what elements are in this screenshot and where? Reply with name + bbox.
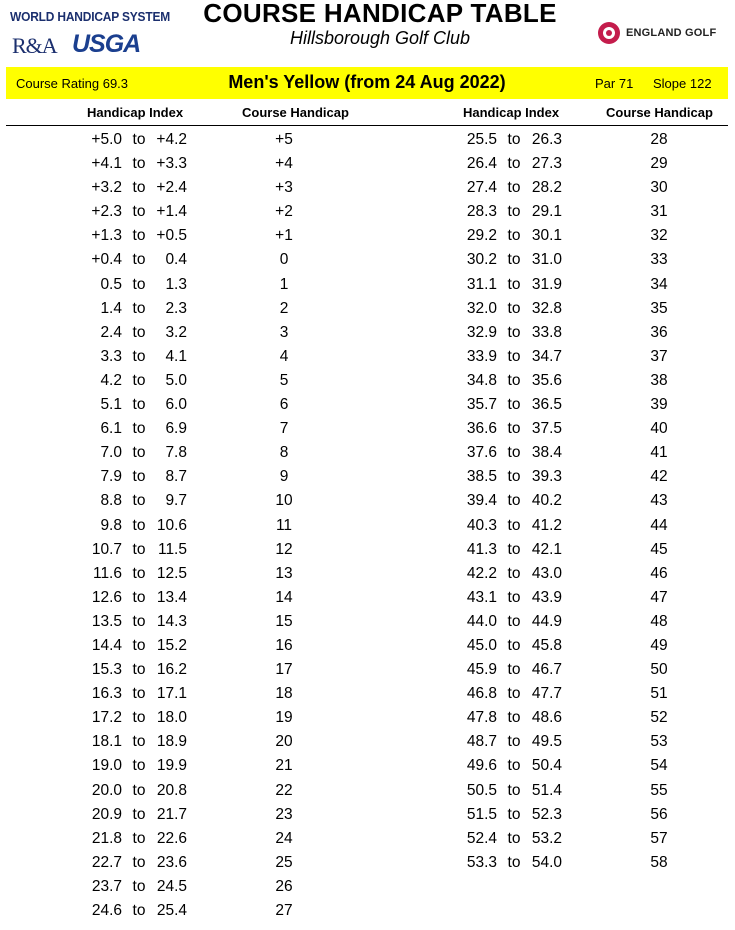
index-low: +5.0 — [91, 131, 122, 148]
index-low: 1.4 — [100, 299, 122, 317]
range-separator: to — [507, 155, 521, 173]
range-separator: to — [507, 299, 521, 317]
course-handicap-value: 27 — [275, 902, 293, 919]
index-high: 30.1 — [531, 227, 562, 245]
course-handicap-value: 14 — [275, 588, 293, 606]
range-separator: to — [132, 636, 146, 654]
index-high: 2.3 — [165, 299, 187, 317]
course-handicap-value: 25 — [275, 853, 293, 871]
course-handicap-value: 31 — [650, 203, 668, 221]
range-separator: to — [132, 131, 146, 148]
index-high: 14.3 — [156, 612, 187, 630]
index-high: +0.5 — [156, 227, 187, 245]
course-handicap-value: 44 — [650, 516, 668, 534]
index-high: 31.0 — [531, 251, 562, 269]
index-high: 12.5 — [156, 564, 187, 582]
index-low: 43.1 — [466, 588, 497, 606]
range-separator: to — [507, 275, 521, 293]
course-handicap-value: 18 — [275, 685, 293, 703]
course-handicap-value: 38 — [650, 371, 668, 389]
course-handicap-value: +5 — [275, 131, 293, 148]
index-high: 41.2 — [531, 516, 562, 534]
course-handicap-value: 51 — [650, 685, 668, 703]
range-separator: to — [132, 227, 146, 245]
index-high: 33.8 — [531, 323, 562, 341]
index-high: 10.6 — [156, 516, 187, 534]
range-separator: to — [507, 203, 521, 221]
index-low: 35.7 — [466, 396, 497, 414]
range-separator: to — [507, 588, 521, 606]
index-low: 16.3 — [91, 685, 122, 703]
course-handicap-value: +2 — [275, 203, 293, 221]
index-high: 5.0 — [165, 371, 187, 389]
range-separator: to — [507, 492, 521, 510]
course-handicap-value: 28 — [650, 131, 668, 148]
club-name: Hillsborough Golf Club — [289, 28, 471, 48]
range-separator: to — [507, 805, 521, 823]
course-handicap-value: 34 — [650, 275, 668, 293]
course-handicap-value: 13 — [275, 564, 293, 582]
course-handicap-value: 15 — [275, 612, 293, 630]
range-separator: to — [132, 347, 146, 365]
course-handicap-value: 3 — [279, 323, 289, 341]
range-separator: to — [132, 299, 146, 317]
course-handicap-value: 10 — [275, 492, 293, 510]
range-separator: to — [132, 781, 146, 799]
course-handicap-value: +4 — [275, 155, 293, 173]
range-separator: to — [132, 516, 146, 534]
range-separator: to — [132, 757, 146, 775]
index-low: 14.4 — [91, 636, 122, 654]
range-separator: to — [132, 564, 146, 582]
course-handicap-value: 46 — [650, 564, 668, 582]
index-high: 53.2 — [531, 829, 562, 847]
index-low: 3.3 — [100, 347, 122, 365]
index-low: 40.3 — [466, 516, 497, 534]
index-low: 2.4 — [100, 323, 122, 341]
range-separator: to — [132, 420, 146, 438]
index-low: 41.3 — [466, 540, 497, 558]
course-handicap-value: 45 — [650, 540, 668, 558]
range-separator: to — [507, 685, 521, 703]
column-header-course-handicap-left: Course Handicap — [242, 105, 349, 120]
tee-title: Men's Yellow (from 24 Aug 2022) — [228, 72, 506, 92]
course-handicap-value: 1 — [279, 275, 289, 293]
course-handicap-value: 11 — [275, 516, 293, 534]
index-low: 0.5 — [100, 275, 122, 293]
course-handicap-value: 42 — [650, 468, 668, 486]
index-low: 49.6 — [466, 757, 497, 775]
index-low: 22.7 — [91, 853, 122, 871]
range-separator: to — [132, 829, 146, 847]
range-separator: to — [507, 131, 521, 148]
course-rating: Course Rating 69.3 — [16, 76, 129, 91]
index-low: 38.5 — [466, 468, 497, 486]
index-low: +0.4 — [91, 251, 122, 269]
index-high: 18.0 — [156, 709, 187, 727]
course-handicap-value: 37 — [650, 347, 668, 365]
range-separator: to — [132, 902, 146, 919]
index-low: 33.9 — [466, 347, 497, 365]
index-high: 26.3 — [531, 131, 562, 148]
index-low: 39.4 — [466, 492, 497, 510]
index-low: 8.8 — [100, 492, 122, 510]
course-handicap-value: 5 — [279, 371, 289, 389]
index-low: 20.9 — [91, 805, 122, 823]
course-handicap-value: 55 — [650, 781, 668, 799]
course-handicap-value: 56 — [650, 805, 668, 823]
course-handicap-value: +3 — [275, 179, 293, 197]
course-handicap-value: 57 — [650, 829, 668, 847]
course-handicap-value: 58 — [650, 853, 668, 871]
range-separator: to — [507, 468, 521, 486]
course-handicap-value: 33 — [650, 251, 668, 269]
usga-logo: USGA — [72, 30, 141, 58]
index-low: 51.5 — [466, 805, 497, 823]
range-separator: to — [132, 203, 146, 221]
index-high: 39.3 — [531, 468, 562, 486]
range-separator: to — [507, 636, 521, 654]
index-low: 17.2 — [91, 709, 122, 727]
course-handicap-value: 41 — [650, 444, 668, 462]
index-high: 52.3 — [531, 805, 562, 823]
range-separator: to — [132, 251, 146, 269]
range-separator: to — [132, 877, 146, 895]
range-separator: to — [132, 275, 146, 293]
course-handicap-value: 4 — [279, 347, 289, 365]
range-separator: to — [132, 371, 146, 389]
course-handicap-value: 30 — [650, 179, 668, 197]
index-low: 46.8 — [466, 685, 497, 703]
range-separator: to — [507, 661, 521, 679]
range-separator: to — [507, 396, 521, 414]
index-low: 36.6 — [466, 420, 497, 438]
course-handicap-value: 0 — [279, 251, 289, 269]
course-handicap-value: 9 — [279, 468, 289, 486]
index-high: 21.7 — [156, 805, 187, 823]
column-header-handicap-index-right: Handicap Index — [463, 105, 560, 120]
world-handicap-system-logo: WORLD HANDICAP SYSTEM — [10, 9, 171, 24]
course-handicap-value: 17 — [275, 661, 293, 679]
index-low: 44.0 — [466, 612, 497, 630]
index-high: 22.6 — [156, 829, 187, 847]
range-separator: to — [507, 420, 521, 438]
range-separator: to — [507, 347, 521, 365]
index-low: 6.1 — [100, 420, 122, 438]
index-high: 49.5 — [531, 733, 562, 751]
index-high: 36.5 — [531, 396, 562, 414]
index-low: 34.8 — [466, 371, 497, 389]
index-high: 50.4 — [531, 757, 562, 775]
course-handicap-value: 20 — [275, 733, 293, 751]
range-separator: to — [507, 540, 521, 558]
course-handicap-value: 40 — [650, 420, 668, 438]
course-handicap-value: 29 — [650, 155, 668, 173]
index-low: 11.6 — [92, 564, 122, 582]
range-separator: to — [507, 444, 521, 462]
index-high: 42.1 — [531, 540, 562, 558]
range-separator: to — [132, 661, 146, 679]
index-high: 40.2 — [531, 492, 562, 510]
range-separator: to — [132, 805, 146, 823]
index-high: 23.6 — [156, 853, 187, 871]
course-handicap-value: 21 — [275, 757, 293, 775]
index-high: 28.2 — [531, 179, 562, 197]
range-separator: to — [507, 371, 521, 389]
course-handicap-value: 53 — [650, 733, 668, 751]
course-handicap-value: 32 — [650, 227, 668, 245]
index-high: 18.9 — [156, 733, 187, 751]
index-high: 38.4 — [531, 444, 562, 462]
range-separator: to — [132, 468, 146, 486]
england-golf-text: ENGLAND GOLF — [626, 27, 717, 39]
range-separator: to — [507, 564, 521, 582]
range-separator: to — [132, 612, 146, 630]
course-handicap-value: 26 — [275, 877, 293, 895]
index-low: 10.7 — [91, 540, 122, 558]
index-low: 29.2 — [466, 227, 497, 245]
header-divider — [6, 125, 728, 126]
range-separator: to — [507, 251, 521, 269]
range-separator: to — [507, 227, 521, 245]
index-high: 54.0 — [531, 853, 562, 871]
index-high: +3.3 — [156, 155, 187, 173]
range-separator: to — [132, 155, 146, 173]
course-handicap-value: 35 — [650, 299, 668, 317]
course-handicap-value: 49 — [650, 636, 668, 654]
course-handicap-value: 6 — [279, 396, 289, 414]
index-low: 18.1 — [91, 733, 122, 751]
index-low: 45.9 — [466, 661, 497, 679]
index-high: 45.8 — [531, 636, 562, 654]
index-high: 27.3 — [531, 155, 562, 173]
range-separator: to — [507, 733, 521, 751]
index-low: +1.3 — [91, 227, 122, 245]
index-high: 6.9 — [165, 420, 187, 438]
index-high: 7.8 — [165, 444, 187, 462]
index-low: 7.0 — [100, 444, 122, 462]
index-low: 53.3 — [466, 853, 497, 871]
index-low: 42.2 — [466, 564, 497, 582]
course-handicap-value: 12 — [275, 540, 293, 558]
range-separator: to — [132, 444, 146, 462]
range-separator: to — [132, 733, 146, 751]
range-separator: to — [132, 588, 146, 606]
index-low: 19.0 — [91, 757, 122, 775]
index-low: 50.5 — [466, 781, 497, 799]
slope-value: Slope 122 — [653, 76, 712, 91]
index-low: 47.8 — [466, 709, 497, 727]
range-separator: to — [132, 709, 146, 727]
range-separator: to — [507, 516, 521, 534]
range-separator: to — [507, 853, 521, 871]
index-low: +3.2 — [91, 179, 122, 197]
index-low: 25.5 — [466, 131, 497, 148]
index-high: 25.4 — [156, 902, 187, 919]
range-separator: to — [507, 179, 521, 197]
index-high: 6.0 — [165, 396, 187, 414]
index-low: 9.8 — [100, 516, 122, 534]
course-handicap-value: 2 — [279, 299, 289, 317]
range-separator: to — [507, 829, 521, 847]
index-low: 37.6 — [466, 444, 497, 462]
index-high: +1.4 — [156, 203, 187, 221]
range-separator: to — [132, 540, 146, 558]
page-header — [0, 0, 735, 66]
index-low: 20.0 — [91, 781, 122, 799]
index-high: 0.4 — [165, 251, 187, 269]
range-separator: to — [132, 179, 146, 197]
index-low: +4.1 — [91, 155, 122, 173]
index-high: 8.7 — [165, 468, 187, 486]
index-low: 4.2 — [100, 371, 122, 389]
index-high: 15.2 — [156, 636, 187, 654]
index-high: 19.9 — [156, 757, 187, 775]
range-separator: to — [507, 781, 521, 799]
england-golf-logo — [598, 20, 716, 46]
index-high: 47.7 — [531, 685, 562, 703]
rna-logo: R&A — [12, 33, 57, 58]
course-handicap-value: 23 — [275, 805, 293, 823]
index-high: 34.7 — [531, 347, 562, 365]
course-handicap-value: 36 — [650, 323, 668, 341]
index-high: 35.6 — [531, 371, 562, 389]
index-high: 24.5 — [156, 877, 187, 895]
index-high: +2.4 — [156, 179, 187, 197]
index-high: 4.1 — [165, 347, 187, 365]
course-handicap-value: 24 — [275, 829, 293, 847]
range-separator: to — [132, 396, 146, 414]
column-header-course-handicap-right: Course Handicap — [606, 105, 713, 120]
index-high: 1.3 — [165, 275, 187, 293]
index-low: 24.6 — [91, 902, 122, 919]
range-separator: to — [132, 853, 146, 871]
index-high: 43.9 — [531, 588, 562, 606]
index-low: 13.5 — [91, 612, 122, 630]
course-handicap-value: 50 — [650, 661, 668, 679]
course-handicap-value: 54 — [650, 757, 668, 775]
index-high: 9.7 — [165, 492, 187, 510]
index-high: 43.0 — [531, 564, 562, 582]
index-low: 52.4 — [466, 829, 497, 847]
index-high: 29.1 — [531, 203, 562, 221]
index-high: 11.5 — [157, 540, 187, 558]
index-low: 21.8 — [91, 829, 122, 847]
range-separator: to — [132, 685, 146, 703]
index-low: 7.9 — [100, 468, 122, 486]
course-handicap-value: 19 — [275, 709, 293, 727]
index-low: 30.2 — [466, 251, 497, 269]
index-low: 48.7 — [466, 733, 497, 751]
index-high: 37.5 — [531, 420, 562, 438]
index-low: 32.9 — [466, 323, 497, 341]
course-handicap-value: 16 — [275, 636, 293, 654]
course-handicap-value: 47 — [650, 588, 668, 606]
course-handicap-value: 8 — [279, 444, 289, 462]
range-separator: to — [507, 709, 521, 727]
course-handicap-value: 48 — [650, 612, 668, 630]
range-separator: to — [507, 612, 521, 630]
index-high: 51.4 — [531, 781, 562, 799]
par-value: Par 71 — [595, 76, 634, 91]
index-low: 5.1 — [100, 396, 122, 414]
index-high: 16.2 — [156, 661, 187, 679]
course-handicap-value: 52 — [650, 709, 668, 727]
index-low: 31.1 — [466, 275, 497, 293]
range-separator: to — [507, 323, 521, 341]
index-high: 44.9 — [531, 612, 562, 630]
index-low: 15.3 — [91, 661, 122, 679]
course-handicap-value: 22 — [275, 781, 293, 799]
page-title: COURSE HANDICAP TABLE — [203, 0, 557, 28]
index-low: 23.7 — [91, 877, 122, 895]
index-low: 26.4 — [466, 155, 497, 173]
index-high: 31.9 — [531, 275, 562, 293]
index-low: 28.3 — [466, 203, 497, 221]
info-bar — [6, 67, 728, 99]
index-low: 45.0 — [466, 636, 497, 654]
index-low: +2.3 — [91, 203, 122, 221]
index-low: 32.0 — [466, 299, 497, 317]
index-high: 17.1 — [156, 685, 187, 703]
index-high: +4.2 — [156, 131, 187, 148]
index-low: 27.4 — [466, 179, 497, 197]
index-low: 12.6 — [91, 588, 122, 606]
course-handicap-value: +1 — [275, 227, 293, 245]
index-high: 3.2 — [165, 323, 187, 341]
index-high: 46.7 — [531, 661, 562, 679]
column-header-handicap-index-left: Handicap Index — [87, 105, 184, 120]
range-separator: to — [132, 492, 146, 510]
index-high: 20.8 — [156, 781, 187, 799]
range-separator: to — [132, 323, 146, 341]
index-high: 13.4 — [156, 588, 187, 606]
index-high: 48.6 — [531, 709, 562, 727]
course-handicap-value: 39 — [650, 396, 668, 414]
range-separator: to — [507, 757, 521, 775]
course-handicap-value: 43 — [650, 492, 668, 510]
course-handicap-value: 7 — [279, 420, 289, 438]
index-high: 32.8 — [531, 299, 562, 317]
rose-icon — [598, 22, 620, 44]
